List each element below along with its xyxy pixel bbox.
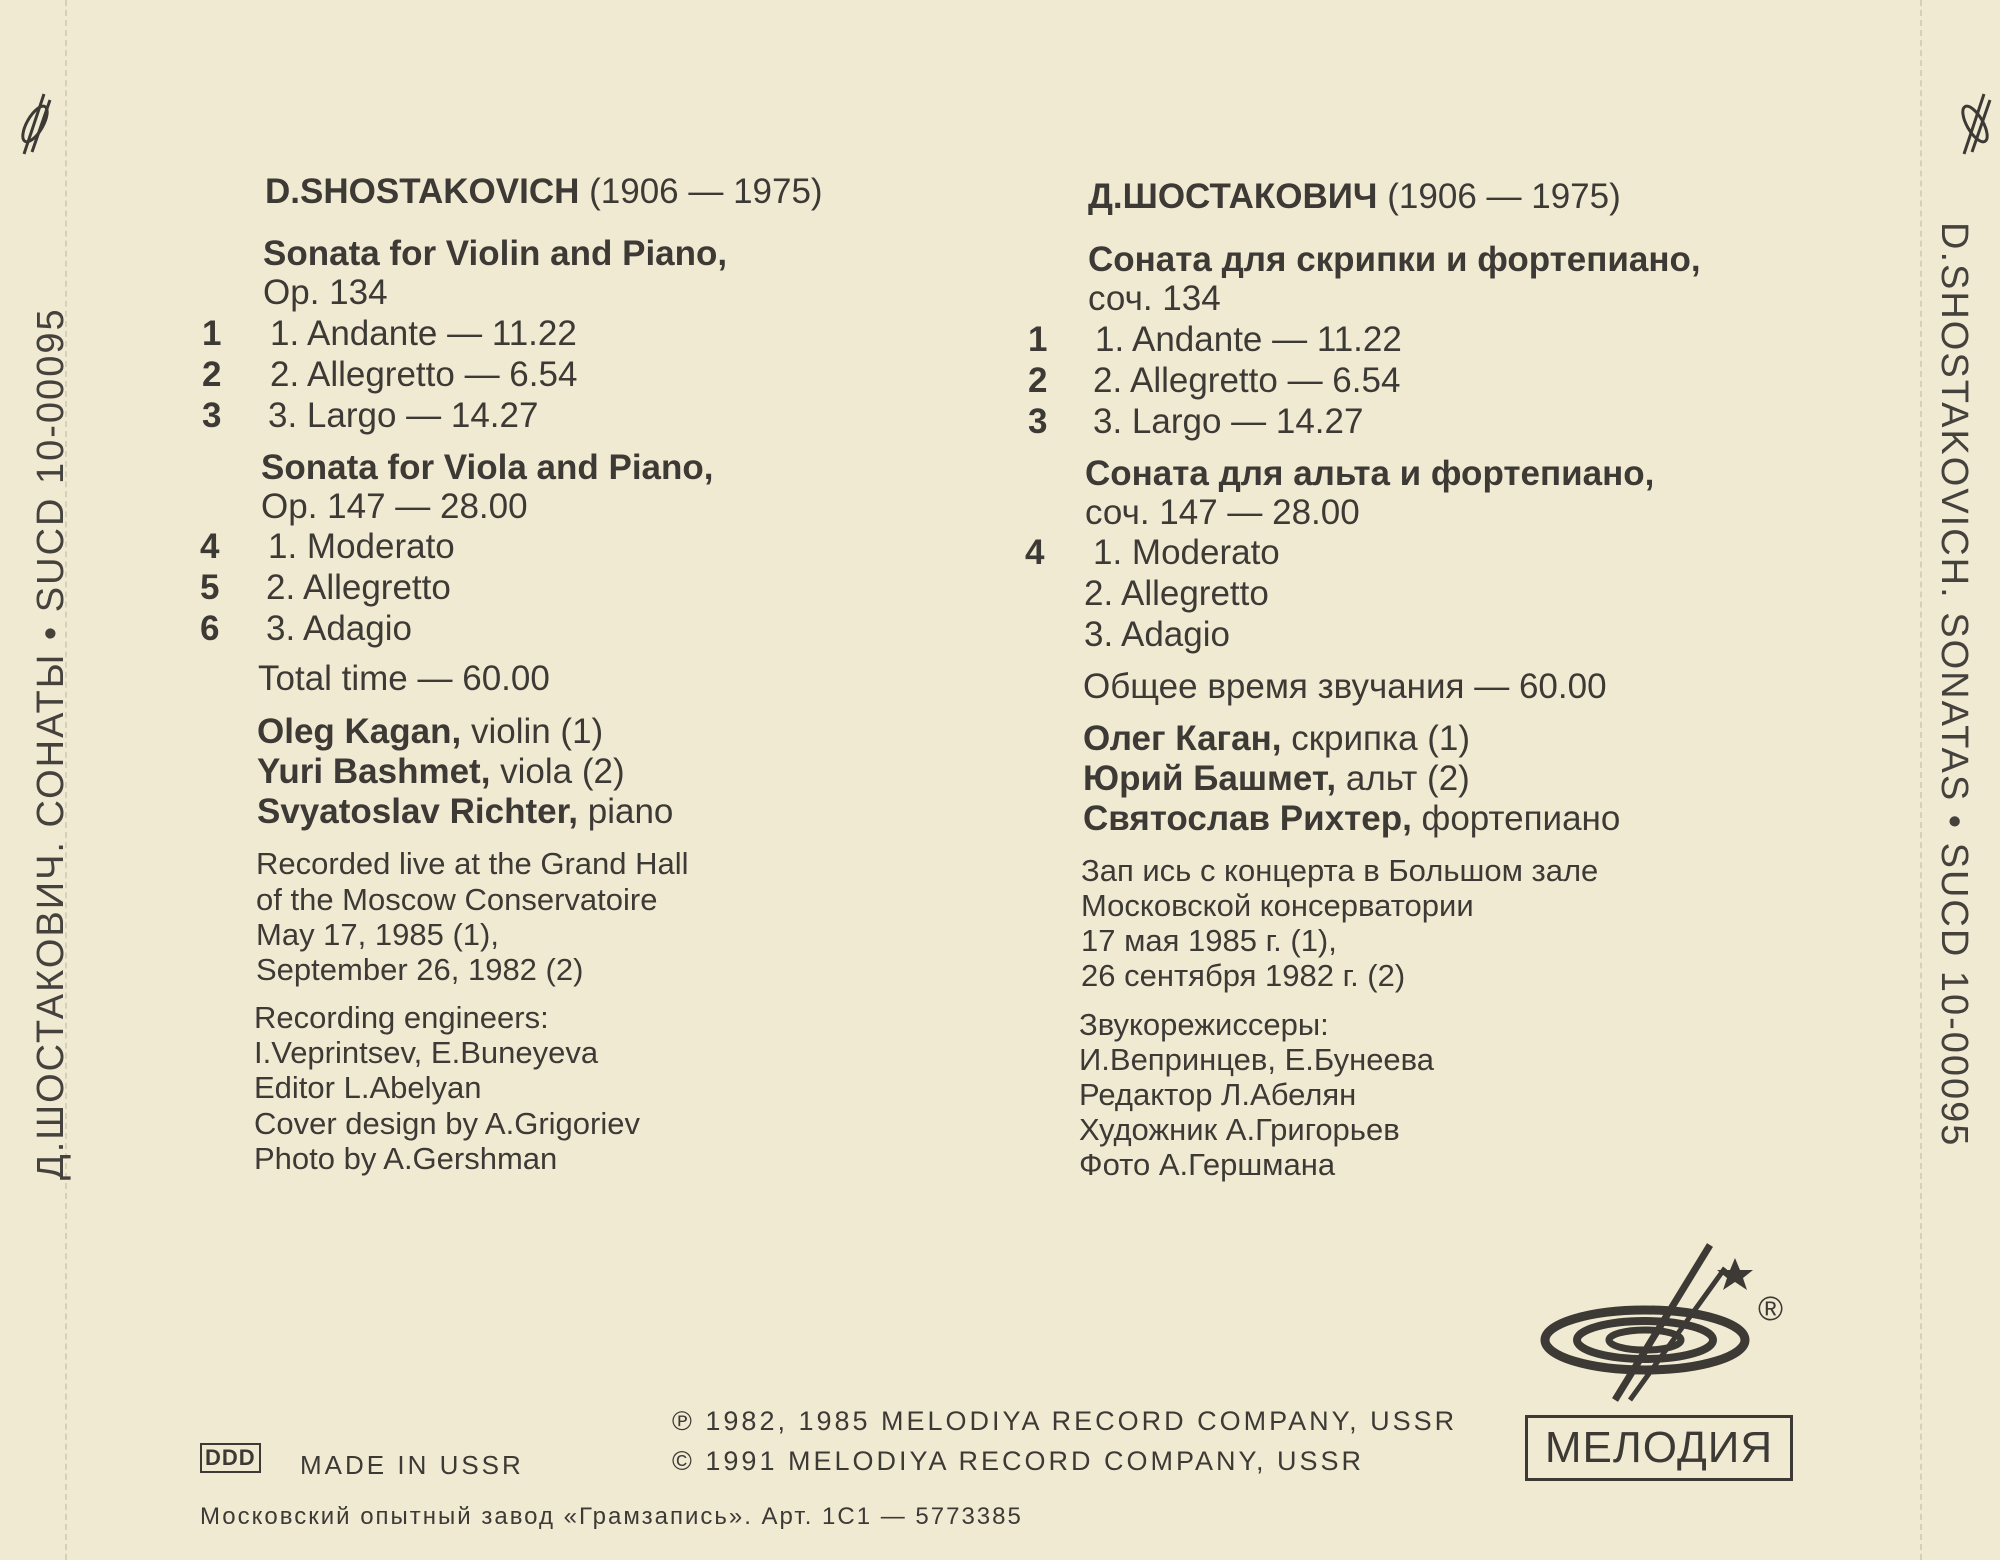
track-number: 2: [202, 355, 222, 394]
track-number: 1: [202, 314, 222, 353]
work1-title: Sonata for Violin and Piano,: [263, 234, 728, 273]
work2-title: Sonata for Viola and Piano,: [261, 448, 714, 487]
performer-name: Oleg Kagan,: [257, 712, 462, 751]
track-label: 1. Moderato: [268, 527, 455, 566]
composer-dates: (1906 — 1975): [1387, 177, 1621, 216]
credits-line: I.Veprintsev, E.Buneyeva: [254, 1035, 599, 1070]
recording-info-line: 17 мая 1985 г. (1),: [1081, 923, 1337, 958]
performer-name: Yuri Bashmet,: [257, 752, 491, 791]
track-number: 3: [202, 396, 222, 435]
track-number: 2: [1028, 361, 1048, 400]
track-label: 2. Allegretto: [266, 568, 451, 607]
track-label: 1. Moderato: [1093, 533, 1280, 572]
work1-opus: Op. 134: [263, 273, 388, 312]
recording-info-line: Recorded live at the Grand Hall: [256, 846, 689, 881]
registered-mark: ®: [1758, 1290, 1784, 1328]
composer-name: Д.ШОСТАКОВИЧ: [1088, 177, 1378, 216]
track-label: 2. Allegretto — 6.54: [270, 355, 578, 394]
recording-info-line: of the Moscow Conservatoire: [256, 882, 658, 917]
total-time: Total time — 60.00: [258, 659, 550, 698]
made-in-ussr: MADE IN USSR: [300, 1450, 524, 1480]
composer-dates: (1906 — 1975): [589, 172, 823, 211]
track-label: 3. Adagio: [266, 609, 412, 648]
track-label: 3. Largo — 14.27: [1093, 402, 1364, 441]
melodiya-spine-logo-icon: [1950, 82, 2000, 162]
phonogram-notice: ℗ 1982, 1985 MELODIYA RECORD COMPANY, USSR: [672, 1406, 1458, 1436]
spine-fold-right: [1920, 0, 1922, 1560]
work2-opus: соч. 147 — 28.00: [1085, 493, 1360, 532]
credits-line: Photo by A.Gershman: [254, 1141, 558, 1176]
work2-title: Соната для альта и фортепиано,: [1085, 454, 1655, 493]
track-number: 5: [200, 568, 220, 607]
performer-role: фортепиано: [1421, 799, 1621, 838]
credits-line: Фото А.Гершмана: [1079, 1147, 1336, 1182]
track-number: 4: [200, 527, 220, 566]
performer: [1083, 759, 1470, 799]
spine-text-left: Д.ШОСТАКОВИЧ. СОНАТЫ • SUCD 10-00095: [30, 307, 72, 1180]
performer-role: альт (2): [1345, 759, 1470, 798]
performer-role: скрипка (1): [1291, 719, 1471, 758]
track-label: 3. Adagio: [1084, 615, 1230, 654]
work1-title: Соната для скрипки и фортепиано,: [1088, 240, 1701, 279]
recording-info-line: Московской консерватории: [1081, 888, 1474, 923]
recording-info-line: Зап ись с концерта в Большом зале: [1081, 853, 1599, 888]
credits-line: Cover design by A.Grigoriev: [254, 1106, 640, 1141]
performer-name: Олег Каган,: [1083, 719, 1282, 758]
performer-role: violin (1): [470, 712, 604, 751]
credits-line: Звукорежиссеры:: [1079, 1007, 1329, 1042]
performer-role: viola (2): [500, 752, 625, 791]
composer-heading: [1088, 177, 1621, 217]
composer-name: D.SHOSTAKOVICH: [265, 172, 580, 211]
track-label: 2. Allegretto — 6.54: [1093, 361, 1401, 400]
credits-line: Художник А.Григорьев: [1079, 1112, 1400, 1147]
performer-role: piano: [587, 792, 674, 831]
credits-line: Редактор Л.Абелян: [1079, 1077, 1357, 1112]
track-label: 2. Allegretto: [1084, 574, 1269, 613]
track-number: 4: [1025, 533, 1045, 572]
performer-name: Юрий Башмет,: [1083, 759, 1337, 798]
track-number: 6: [200, 609, 220, 648]
copyright-notice: © 1991 MELODIYA RECORD COMPANY, USSR: [672, 1446, 1365, 1476]
credits-line: Recording engineers:: [254, 1000, 549, 1035]
work2-opus: Op. 147 — 28.00: [261, 487, 528, 526]
track-label: 3. Largo — 14.27: [268, 396, 539, 435]
performer-name: Святослав Рихтер,: [1083, 799, 1412, 838]
performer-name: Svyatoslav Richter,: [257, 792, 578, 831]
performer: [1083, 799, 1620, 839]
track-number: 3: [1028, 402, 1048, 441]
melodiya-wordmark: МЕЛОДИЯ: [1525, 1415, 1793, 1481]
melodiya-logo-icon: [1535, 1240, 1795, 1410]
performer: [1083, 719, 1470, 759]
ddd-badge: DDD: [200, 1443, 261, 1473]
work1-opus: соч. 134: [1088, 279, 1221, 318]
track-number: 1: [1028, 320, 1048, 359]
recording-info-line: 26 сентября 1982 г. (2): [1081, 958, 1406, 993]
credits-line: И.Вепринцев, Е.Бунеева: [1079, 1042, 1435, 1077]
factory-info: Московский опытный завод «Грамзапись». Арт. 1С1 — 5773385: [200, 1503, 1023, 1530]
recording-info-line: September 26, 1982 (2): [256, 952, 584, 987]
track-label: 1. Andante — 11.22: [1095, 320, 1402, 359]
spine-text-right: D.SHOSTAKOVICH. SONATAS • SUCD 10-00095: [1933, 222, 1975, 1148]
recording-info-line: May 17, 1985 (1),: [256, 917, 499, 952]
total-time: Общее время звучания — 60.00: [1083, 667, 1607, 706]
track-label: 1. Andante — 11.22: [270, 314, 577, 353]
credits-line: Editor L.Abelyan: [254, 1070, 482, 1105]
